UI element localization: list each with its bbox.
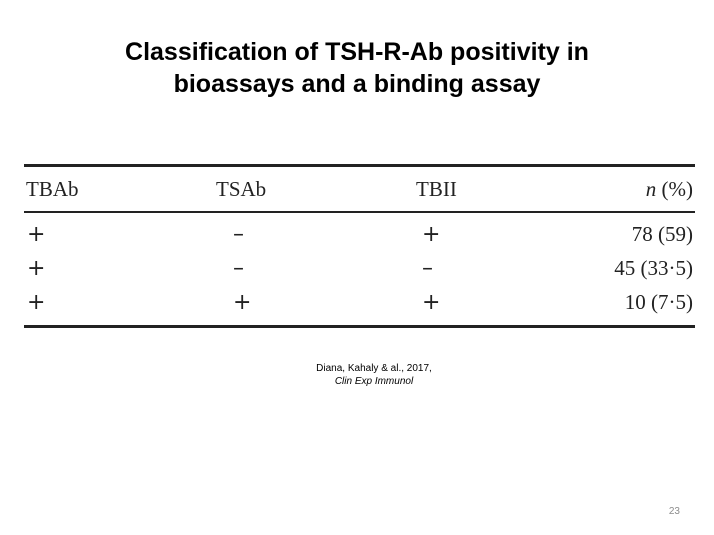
classification-table: [24, 164, 695, 328]
citation-authors: Diana, Kahaly & al., 2017,: [316, 363, 432, 374]
cell-tbab-value: +: [27, 289, 46, 315]
header-n-unit: (%): [661, 176, 693, 201]
citation: [254, 362, 494, 388]
table-header-row: [24, 166, 695, 213]
slide-title-line-2: bioassays and a binding assay: [173, 70, 541, 98]
header-tsab: [216, 166, 416, 213]
cell-n-percent: 45 (33·5): [614, 255, 693, 280]
table-header: [24, 166, 695, 213]
cell-tbab-value: +: [27, 255, 46, 281]
cell-tbii: [416, 285, 596, 327]
citation-journal: Clin Exp Immunol: [334, 376, 414, 387]
cell-tsab-value: –: [233, 221, 244, 247]
cell-tbii-value: –: [422, 255, 433, 281]
cell-tbii: [416, 212, 596, 251]
cell-n-percent: 10 (7·5): [624, 289, 693, 314]
cell-tbab: [24, 285, 216, 327]
table-row: [24, 212, 695, 251]
cell-tbii-value: +: [422, 289, 441, 315]
cell-tsab: [216, 251, 416, 285]
cell-tbii: [416, 251, 596, 285]
slide-title: [40, 36, 674, 100]
header-tbii-label: TBII: [416, 176, 457, 201]
cell-tsab-value: –: [233, 255, 244, 281]
cell-n-percent: 78 (59): [631, 221, 693, 246]
cell-tbab: [24, 212, 216, 251]
table-row: [24, 285, 695, 327]
header-n-percent: [596, 166, 695, 213]
cell-tsab: [216, 285, 416, 327]
header-tbab: TBAb: [26, 176, 79, 201]
header-n-symbol: n: [645, 176, 657, 201]
table-row: [24, 251, 695, 285]
table-body: [24, 212, 695, 327]
classification-table-container: [24, 164, 695, 328]
page-number: 23: [668, 506, 680, 517]
slide-title-line-1: Classification of TSH-R-Ab positivity in: [125, 38, 589, 66]
cell-tsab-value: +: [233, 289, 252, 315]
cell-tbab-value: +: [27, 221, 46, 247]
cell-tsab: [216, 212, 416, 251]
header-tsab-label: TSAb: [216, 176, 267, 201]
cell-tbii-value: +: [422, 221, 441, 247]
header-tbii: [416, 166, 596, 213]
cell-tbab: [24, 251, 216, 285]
